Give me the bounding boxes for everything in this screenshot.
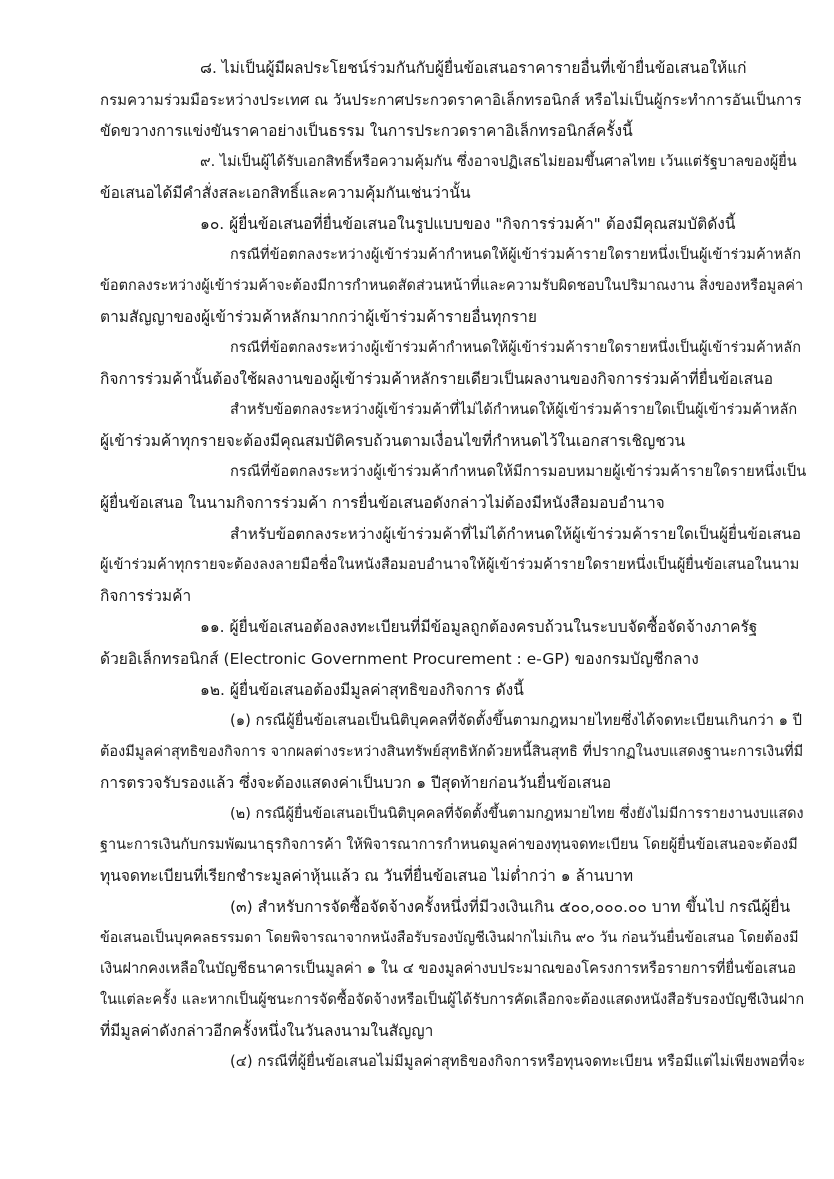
doc-line: ทุนจดทะเบียนที่เรียกชำระมูลค่าหุ้นแล้ว ณ วันที่ยื่นข้อเสนอ ไม่ต่ำกว่า ๑ ล้านบาท bbox=[100, 867, 634, 885]
doc-line: สำหรับข้อตกลงระหว่างผู้เข้าร่วมค้าที่ไม่ได้กำหนดให้ผู้เข้าร่วมค้ารายใดเป็นผู้ยื่นข้อเสนอ bbox=[230, 525, 802, 543]
doc-line: ข้อเสนอเป็นบุคคลธรรมดา โดยพิจารณาจากหนังสือรับรองบัญชีเงินฝากไม่เกิน ๙๐ วัน ก่อนวันยื่นข้อเสนอ โดยต้องมี bbox=[100, 930, 799, 946]
doc-line: เงินฝากคงเหลือในบัญชีธนาคารเป็นมูลค่า ๑ ใน ๔ ของมูลค่างบประมาณของโครงการหรือรายการที่ยื่นข้อเสนอ bbox=[100, 960, 797, 977]
doc-line: ฐานะการเงินกับกรมพัฒนาธุรกิจการค้า ให้พิจารณาการกำหนดมูลค่าของทุนจดทะเบียน โดยผู้ยื่นข้อเสนอจะต้องมี bbox=[100, 837, 798, 853]
doc-line: ๘. ไม่เป็นผู้มีผลประโยชน์ร่วมกันกับผู้ยื่นข้อเสนอราคารายอื่นที่เข้ายื่นข้อเสนอให้แก่ bbox=[200, 59, 747, 77]
doc-line: กรมความร่วมมือระหว่างประเทศ ณ วันประกาศประกวดราคาอิเล็กทรอนิกส์ หรือไม่เป็นผู้กระทำการอันเป็นการ bbox=[100, 91, 802, 109]
doc-line: ๑๑. ผู้ยื่นข้อเสนอต้องลงทะเบียนที่มีข้อมูลถูกต้องครบถ้วนในระบบจัดซื้อจัดจ้างภาครัฐ bbox=[200, 618, 758, 636]
doc-line: กิจการร่วมค้านั้นต้องใช้ผลงานของผู้เข้าร่วมค้าหลักรายเดียวเป็นผลงานของกิจการร่วมค้าที่ยื่นข้อเสนอ bbox=[100, 370, 774, 388]
doc-line: (๒) กรณีผู้ยื่นข้อเสนอเป็นนิติบุคคลที่จัดตั้งขึ้นตามกฎหมายไทย ซึ่งยังไม่มีการรายงานงบแสดง bbox=[230, 806, 804, 822]
doc-line: กรณีที่ข้อตกลงระหว่างผู้เข้าร่วมค้ากำหนดให้ผู้เข้าร่วมค้ารายใดรายหนึ่งเป็นผู้เข้าร่วมค้าหลัก bbox=[230, 247, 802, 263]
doc-line: ตามสัญญาของผู้เข้าร่วมค้าหลักมากกว่าผู้เข้าร่วมค้ารายอื่นทุกราย bbox=[100, 308, 537, 326]
doc-line: (๑) กรณีผู้ยื่นข้อเสนอเป็นนิติบุคคลที่จัดตั้งขึ้นตามกฎหมายไทยซึ่งได้จดทะเบียนเกินกว่า ๑ ปี bbox=[230, 712, 803, 729]
doc-line: ๑๐. ผู้ยื่นข้อเสนอที่ยื่นข้อเสนอในรูปแบบของ "กิจการร่วมค้า" ต้องมีคุณสมบัติดังนี้ bbox=[200, 215, 736, 233]
doc-line: ต้องมีมูลค่าสุทธิของกิจการ จากผลต่างระหว่างสินทรัพย์สุทธิหักด้วยหนี้สินสุทธิ ที่ปรากฏในงบแสดงฐานะการเงินที่มี bbox=[100, 744, 804, 760]
doc-line: กิจการร่วมค้า bbox=[100, 587, 192, 605]
doc-line: ผู้เข้าร่วมค้าทุกรายจะต้องมีคุณสมบัติครบถ้วนตามเงื่อนไขที่กำหนดไว้ในเอกสารเชิญชวน bbox=[100, 432, 686, 450]
doc-line: ๑๒. ผู้ยื่นข้อเสนอต้องมีมูลค่าสุทธิของกิจการ ดังนี้ bbox=[200, 681, 524, 699]
doc-line: สำหรับข้อตกลงระหว่างผู้เข้าร่วมค้าที่ไม่ได้กำหนดให้ผู้เข้าร่วมค้ารายใดเป็นผู้เข้าร่วมค้าหลัก bbox=[230, 402, 798, 418]
doc-line: การตรวจรับรองแล้ว ซึ่งจะต้องแสดงค่าเป็นบวก ๑ ปีสุดท้ายก่อนวันยื่นข้อเสนอ bbox=[100, 774, 612, 792]
doc-line: ในแต่ละครั้ง และหากเป็นผู้ชนะการจัดซื้อจัดจ้างหรือเป็นผู้ได้รับการคัดเลือกจะต้องแสดงหนังสือรับรองบัญชีเงินฝาก bbox=[100, 992, 805, 1008]
doc-line: ขัดขวางการแข่งขันราคาอย่างเป็นธรรม ในการประกวดราคาอิเล็กทรอนิกส์ครั้งนี้ bbox=[100, 122, 633, 140]
doc-line: ผู้เข้าร่วมค้าทุกรายจะต้องลงลายมือชื่อในหนังสือมอบอำนาจให้ผู้เข้าร่วมค้ารายใดรายหนึ่งเป็นผู้ยื่นข้อเสนอในนาม bbox=[100, 557, 800, 573]
doc-line: กรณีที่ข้อตกลงระหว่างผู้เข้าร่วมค้ากำหนดให้มีการมอบหมายผู้เข้าร่วมค้ารายใดรายหนึ่งเป็น bbox=[230, 463, 807, 480]
doc-line: กรณีที่ข้อตกลงระหว่างผู้เข้าร่วมค้ากำหนดให้ผู้เข้าร่วมค้ารายใดรายหนึ่งเป็นผู้เข้าร่วมค้าหลัก bbox=[230, 340, 802, 356]
doc-line: ผู้ยื่นข้อเสนอ ในนามกิจการร่วมค้า การยื่นข้อเสนอดังกล่าวไม่ต้องมีหนังสือมอบอำนาจ bbox=[100, 494, 665, 512]
doc-line: ๙. ไม่เป็นผู้ได้รับเอกสิทธิ์หรือความคุ้มกัน ซึ่งอาจปฏิเสธไม่ยอมขึ้นศาลไทย เว้นแต่รัฐบาลของผู้ยื่น bbox=[200, 154, 797, 170]
doc-line: ที่มีมูลค่าดังกล่าวอีกครั้งหนึ่งในวันลงนามในสัญญา bbox=[100, 1022, 434, 1040]
doc-line: ข้อเสนอได้มีคำสั่งสละเอกสิทธิ์และความคุ้มกันเช่นว่านั้น bbox=[100, 184, 471, 202]
doc-line: (๔) กรณีที่ผู้ยื่นข้อเสนอไม่มีมูลค่าสุทธิของกิจการหรือทุนจดทะเบียน หรือมีแต่ไม่เพียงพอที่จะ bbox=[230, 1053, 806, 1070]
doc-line: ข้อตกลงระหว่างผู้เข้าร่วมค้าจะต้องมีการกำหนดสัดส่วนหน้าที่และความรับผิดชอบในปริมาณงาน สิ่งของหรือมูลค่า bbox=[100, 278, 804, 294]
doc-line: (๓) สำหรับการจัดซื้อจัดจ้างครั้งหนึ่งที่มีวงเงินเกิน ๕๐๐,๐๐๐.๐๐ บาท ขึ้นไป กรณีผู้ยื่น bbox=[230, 898, 791, 916]
doc-line: ด้วยอิเล็กทรอนิกส์ (Electronic Government Procurement : e-GP) ของกรมบัญชีกลาง bbox=[100, 650, 699, 668]
